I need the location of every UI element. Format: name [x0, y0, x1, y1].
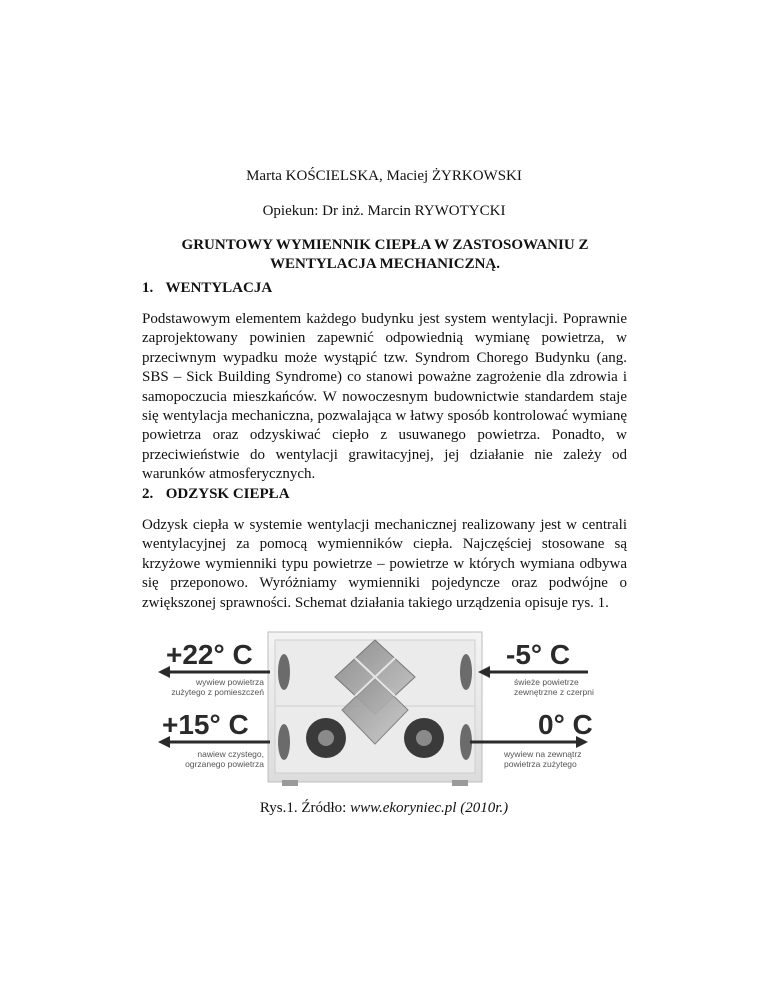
temp-bottom-left: +15° C: [162, 709, 249, 740]
label-top-right-2: zewnętrzne z czerpni: [514, 687, 594, 697]
section-2-heading: [142, 486, 290, 503]
temp-top-right: -5° C: [506, 639, 571, 670]
supervisor: Opiekun: Dr inż. Marcin RYWOTYCKI: [262, 203, 506, 219]
section-1-number: 1.: [142, 280, 154, 296]
paper-title: [150, 236, 620, 274]
temp-top-left: +22° C: [166, 639, 253, 670]
label-top-left-2: zużytego z pomieszczeń: [171, 687, 264, 697]
section-2-number: 2.: [142, 486, 154, 502]
duct-top-right: [460, 654, 472, 690]
figure-heat-exchanger: [148, 630, 596, 790]
figure-caption: [0, 800, 768, 817]
label-bottom-right-2: powietrza zużytego: [504, 759, 577, 769]
caption-prefix: Rys.1. Źródło:: [259, 800, 351, 816]
section-2-paragraph: Odzysk ciepła w systemie wentylacji mechanicznej realizowany jest w centrali wentylacyjnej za pomocą wymienników ciepła. Najczęściej stosowane są krzyżowe wymienniki typu powietrze – powietrze w których wymiana odbywa się przeponowo. Wyróżniamy wymienniki pojedyncze oraz podwójne o zwiększonej sprawności. Schemat działania takiego urządzenia opisuje rys. 1.: [142, 517, 627, 611]
authors: Marta KOŚCIELSKA, Maciej ŻYRKOWSKI: [246, 168, 522, 184]
heat-exchanger-diagram: [148, 630, 596, 790]
label-top-left-1: wywiew powietrza: [195, 677, 264, 687]
label-bottom-right-1: wywiew na zewnątrz: [504, 749, 582, 759]
section-1-paragraph: Podstawowym elementem każdego budynku jest system wentylacji. Poprawnie zaprojektowany powinien zapewnić odpowiednią wymianę powietrza, w przeciwnym wypadku może wystąpić tzw. Syndrom Chorego Budynku (ang. SBS – Sick Building Syndrome) co stanowi poważne zagrożenie dla zdrowia i samopoczucia mieszkańców. W nowoczesnym budownictwie standardem staje się wentylacja mechaniczna, pozwalająca w łatwy sposób kontrolować wymianę powietrza oraz odzyskiwać ciepło z usuwanego powietrza. Ponadto, w przeciwieństwie do wentylacji grawitacyjnej, jej działanie nie zależy od warunków atmosferycznych.: [142, 311, 627, 483]
temp-bottom-right: 0° C: [538, 709, 593, 740]
title-line-1: GRUNTOWY WYMIENNIK CIEPŁA W ZASTOSOWANIU Z: [181, 237, 589, 253]
label-bottom-left-1: nawiew czystego,: [197, 749, 264, 759]
caption-source: www.ekoryniec.pl (2010r.): [350, 800, 509, 816]
section-2-title: ODZYSK CIEPŁA: [165, 486, 290, 502]
section-1-title: WENTYLACJA: [165, 280, 273, 296]
title-line-2: WENTYLACJA MECHANICZNĄ.: [269, 256, 501, 272]
duct-bottom-left: [278, 724, 290, 760]
duct-top-left: [278, 654, 290, 690]
label-top-right-1: świeże powietrze: [514, 677, 579, 687]
section-1-heading: [142, 280, 272, 297]
label-bottom-left-2: ogrzanego powietrza: [185, 759, 264, 769]
